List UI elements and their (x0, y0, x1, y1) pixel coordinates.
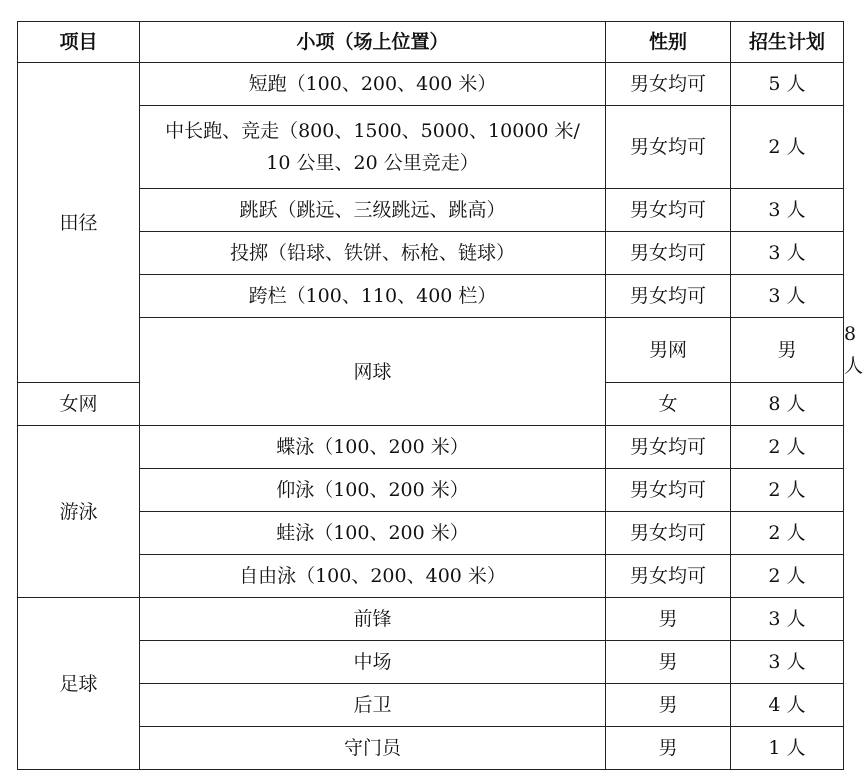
group-name-athletics: 田径 (18, 63, 140, 383)
table-row (18, 727, 844, 770)
table-row (18, 512, 844, 555)
plan-cell: 2 人 (731, 512, 844, 555)
header-plan: 招生计划 (731, 22, 844, 63)
header-row (18, 22, 844, 63)
plan-cell: 4 人 (731, 684, 844, 727)
header-gender: 性别 (606, 22, 731, 63)
gender-cell: 男 (606, 684, 731, 727)
plan-cell: 2 人 (731, 469, 844, 512)
plan-cell: 3 人 (731, 598, 844, 641)
subitem-cell: 投掷（铅球、铁饼、标枪、链球） (140, 232, 606, 275)
table-row (18, 275, 844, 318)
table-row (18, 232, 844, 275)
gender-cell: 男 (606, 598, 731, 641)
enrollment-table (17, 21, 863, 770)
subitem-cell: 短跑（100、200、400 米） (140, 63, 606, 106)
plan-cell: 3 人 (731, 189, 844, 232)
plan-cell: 3 人 (731, 641, 844, 684)
gender-cell: 男 (606, 727, 731, 770)
table-row (18, 598, 844, 641)
gender-cell: 女 (606, 383, 731, 426)
subitem-cell: 蝶泳（100、200 米） (140, 426, 606, 469)
subitem-cell: 仰泳（100、200 米） (140, 469, 606, 512)
subitem-line: 10 公里、20 公里竞走） (266, 152, 479, 174)
gender-cell: 男女均可 (606, 469, 731, 512)
table-row (18, 684, 844, 727)
plan-cell: 2 人 (731, 555, 844, 598)
subitem-cell: 蛙泳（100、200 米） (140, 512, 606, 555)
plan-cell: 3 人 (731, 232, 844, 275)
gender-cell: 男 (731, 318, 844, 383)
subitem-line: 中长跑、竞走（800、1500、5000、10000 米/ (165, 120, 580, 142)
plan-cell: 1 人 (731, 727, 844, 770)
gender-cell: 男女均可 (606, 189, 731, 232)
subitem-cell: 男网 (606, 318, 731, 383)
table-row (18, 189, 844, 232)
gender-cell: 男女均可 (606, 63, 731, 106)
group-name-swimming: 游泳 (18, 426, 140, 598)
subitem-cell: 女网 (18, 383, 140, 426)
plan-cell: 8 人 (731, 383, 844, 426)
table-row (18, 469, 844, 512)
subitem-cell: 中场 (140, 641, 606, 684)
header-project: 项目 (18, 22, 140, 63)
gender-cell: 男女均可 (606, 106, 731, 189)
subitem-cell: 自由泳（100、200、400 米） (140, 555, 606, 598)
gender-cell: 男女均可 (606, 426, 731, 469)
gender-cell: 男女均可 (606, 512, 731, 555)
subitem-cell (140, 106, 606, 189)
header-subitem: 小项（场上位置） (140, 22, 606, 63)
subitem-cell: 后卫 (140, 684, 606, 727)
table-row (18, 106, 844, 189)
group-name-football: 足球 (18, 598, 140, 770)
gender-cell: 男 (606, 641, 731, 684)
gender-cell: 男女均可 (606, 555, 731, 598)
subitem-cell: 跨栏（100、110、400 栏） (140, 275, 606, 318)
plan-cell: 3 人 (731, 275, 844, 318)
plan-cell: 2 人 (731, 106, 844, 189)
plan-cell: 2 人 (731, 426, 844, 469)
group-name-tennis: 网球 (140, 318, 606, 426)
subitem-cell: 跳跃（跳远、三级跳远、跳高） (140, 189, 606, 232)
plan-cell: 5 人 (731, 63, 844, 106)
subitem-cell: 前锋 (140, 598, 606, 641)
gender-cell: 男女均可 (606, 275, 731, 318)
table-row (18, 555, 844, 598)
gender-cell: 男女均可 (606, 232, 731, 275)
table-row (18, 641, 844, 684)
subitem-cell: 守门员 (140, 727, 606, 770)
table-row: 网球 男网 男 8 人 (18, 318, 844, 383)
table-row (18, 426, 844, 469)
table-row (18, 63, 844, 106)
